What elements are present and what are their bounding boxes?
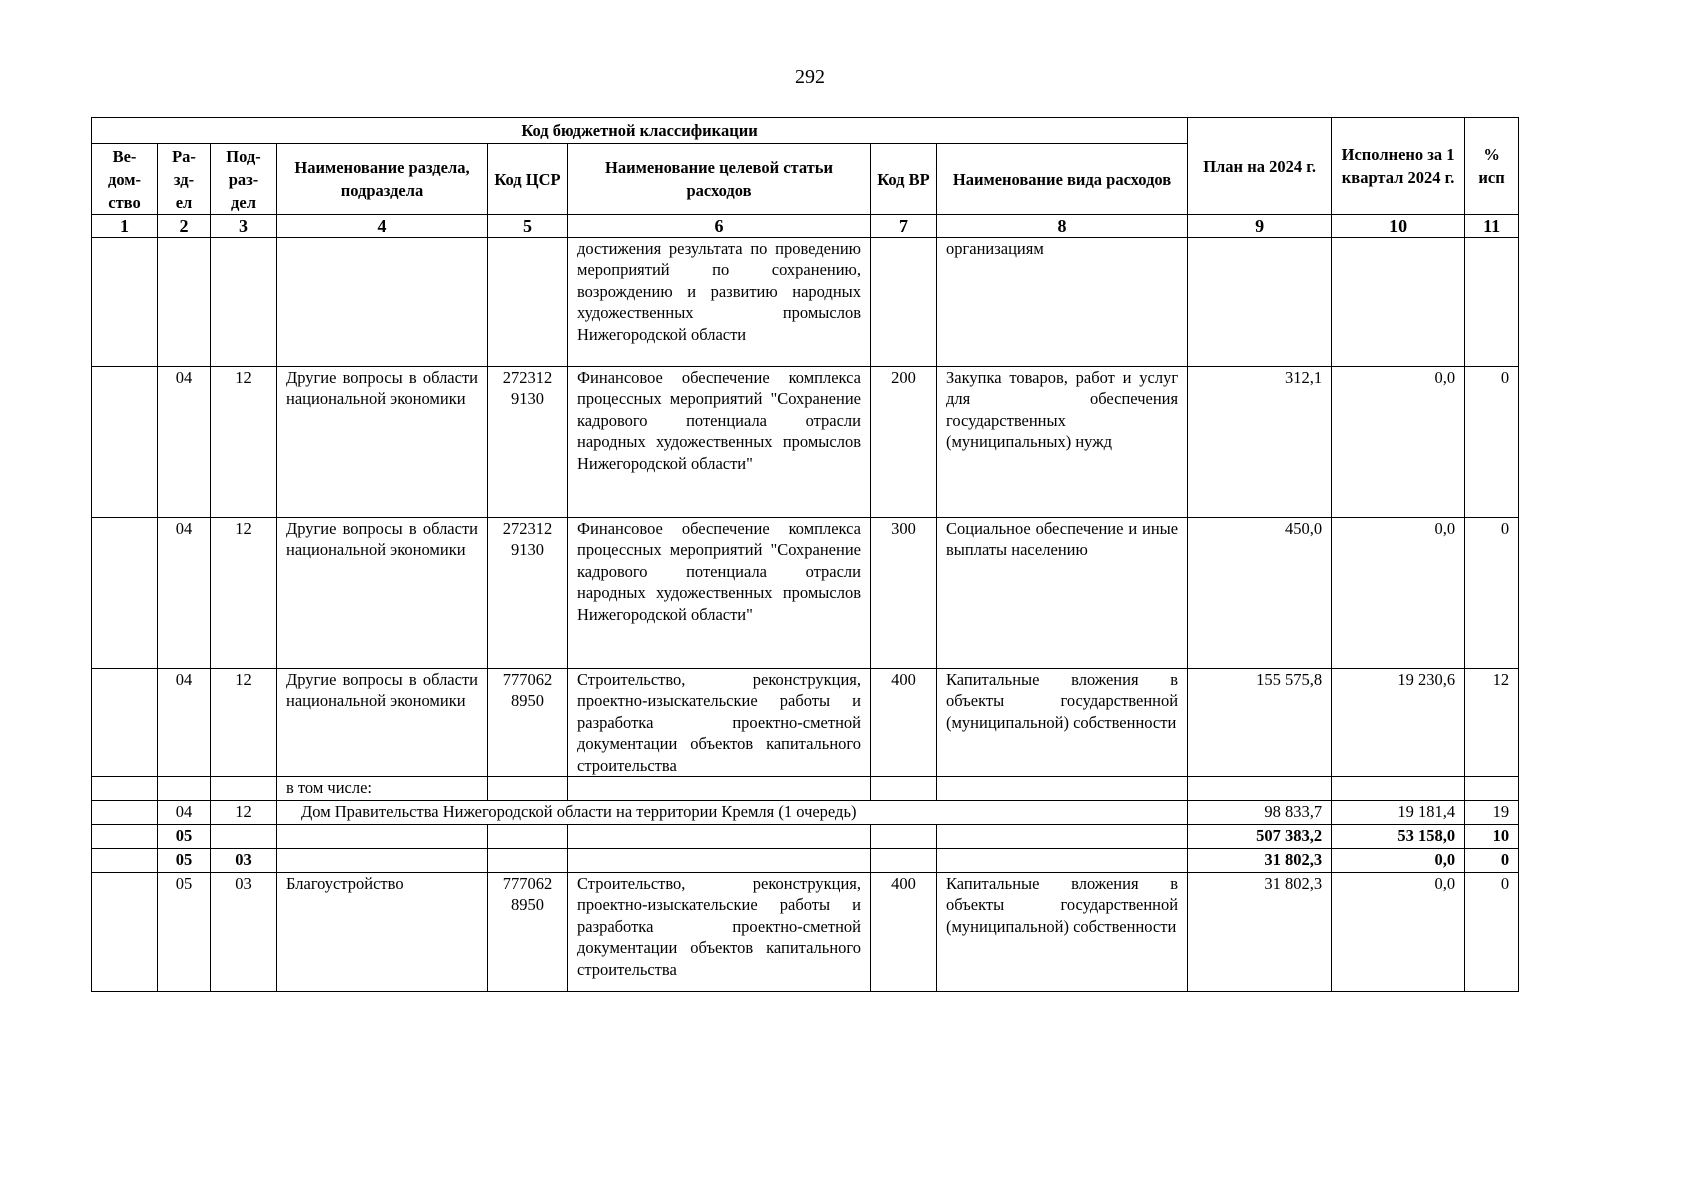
cell-plan <box>1188 238 1332 367</box>
cell-vr: 200 <box>871 367 937 518</box>
cell-razdel-name <box>277 238 488 367</box>
cell-vedomstvo <box>92 518 158 669</box>
cell-vr: 400 <box>871 669 937 777</box>
cell-object-name: Дом Правительства Нижегородской области на территории Кремля (1 очередь) <box>277 801 1188 825</box>
cell-podrazdel: 12 <box>211 801 277 825</box>
cell-csr <box>488 238 568 367</box>
cell-razdel: 05 <box>158 825 211 849</box>
cell-razdel: 05 <box>158 849 211 873</box>
header-podrazdel: Под- раз- дел <box>211 144 277 215</box>
cell-vr: 300 <box>871 518 937 669</box>
cell-target-name: Строительство, реконструкция, проектно-изыскательские работы и разработка проектно-сметной документации объектов капитального строительства <box>568 873 871 992</box>
cell-percent: 10 <box>1465 825 1519 849</box>
cell-executed: 0,0 <box>1332 518 1465 669</box>
cell-csr: 777062 8950 <box>488 669 568 777</box>
header-plan: План на 2024 г. <box>1188 118 1332 215</box>
header-vedomstvo: Ве- дом- ство <box>92 144 158 215</box>
header-csr: Код ЦСР <box>488 144 568 215</box>
column-number: 9 <box>1188 215 1332 238</box>
cell-podrazdel: 12 <box>211 518 277 669</box>
header-percent: % исп <box>1465 118 1519 215</box>
cell-podrazdel <box>211 238 277 367</box>
cell-razdel-name: Другие вопросы в области национальной экономики <box>277 669 488 777</box>
header-razdel: Ра- зд- ел <box>158 144 211 215</box>
cell-plan: 31 802,3 <box>1188 849 1332 873</box>
header-target-name: Наименование целевой статьи расходов <box>568 144 871 215</box>
cell-podrazdel: 03 <box>211 849 277 873</box>
column-number: 3 <box>211 215 277 238</box>
cell-expense-type: Капитальные вложения в объекты государственной (муниципальной) собственности <box>937 873 1188 992</box>
cell-percent: 0 <box>1465 518 1519 669</box>
cell-plan: 155 575,8 <box>1188 669 1332 777</box>
cell-expense-type: Закупка товаров, работ и услуг для обеспечения государственных (муниципальных) нужд <box>937 367 1188 518</box>
cell-target-name: Финансовое обеспечение комплекса процессных мероприятий "Сохранение кадрового потенциала отрасли народных художественных промыслов Нижегородской области" <box>568 367 871 518</box>
cell-razdel: 04 <box>158 801 211 825</box>
table-row <box>92 367 1519 518</box>
cell-razdel: 04 <box>158 367 211 518</box>
cell-target-name: Строительство, реконструкция, проектно-изыскательские работы и разработка проектно-сметной документации объектов капитального строительства <box>568 669 871 777</box>
table-row <box>92 669 1519 777</box>
cell-plan: 98 833,7 <box>1188 801 1332 825</box>
column-number: 4 <box>277 215 488 238</box>
column-number: 2 <box>158 215 211 238</box>
column-number: 7 <box>871 215 937 238</box>
header-budget-classification: Код бюджетной классификации <box>92 118 1188 144</box>
column-number: 8 <box>937 215 1188 238</box>
page-number: 292 <box>795 66 825 88</box>
header-executed: Исполнено за 1 квартал 2024 г. <box>1332 118 1465 215</box>
cell-executed: 0,0 <box>1332 873 1465 992</box>
cell-executed: 0,0 <box>1332 849 1465 873</box>
cell-podrazdel: 12 <box>211 367 277 518</box>
cell-plan: 312,1 <box>1188 367 1332 518</box>
header-expense-type: Наименование вида расходов <box>937 144 1188 215</box>
cell-in-that-number: в том числе: <box>277 777 488 801</box>
cell-expense-type: Капитальные вложения в объекты государственной (муниципальной) собственности <box>937 669 1188 777</box>
cell-plan: 450,0 <box>1188 518 1332 669</box>
cell-vr: 400 <box>871 873 937 992</box>
column-number: 11 <box>1465 215 1519 238</box>
cell-razdel-name: Другие вопросы в области национальной экономики <box>277 367 488 518</box>
cell-vedomstvo <box>92 873 158 992</box>
cell-razdel-name: Благоустройство <box>277 873 488 992</box>
table-row <box>92 873 1519 992</box>
cell-vedomstvo <box>92 367 158 518</box>
cell-target-name: Финансовое обеспечение комплекса процессных мероприятий "Сохранение кадрового потенциала отрасли народных художественных промыслов Нижегородской области" <box>568 518 871 669</box>
cell-executed: 19 230,6 <box>1332 669 1465 777</box>
cell-plan: 31 802,3 <box>1188 873 1332 992</box>
cell-percent: 12 <box>1465 669 1519 777</box>
cell-executed: 53 158,0 <box>1332 825 1465 849</box>
header-vr: Код ВР <box>871 144 937 215</box>
cell-expense-type: организациям <box>937 238 1188 367</box>
table-row-in-that-number <box>92 777 1519 801</box>
table-row <box>92 238 1519 367</box>
column-number: 5 <box>488 215 568 238</box>
table-row-government-house <box>92 801 1519 825</box>
cell-razdel: 05 <box>158 873 211 992</box>
cell-podrazdel: 12 <box>211 669 277 777</box>
cell-percent: 19 <box>1465 801 1519 825</box>
cell-percent: 0 <box>1465 849 1519 873</box>
cell-plan: 507 383,2 <box>1188 825 1332 849</box>
cell-razdel: 04 <box>158 669 211 777</box>
column-number: 1 <box>92 215 158 238</box>
cell-executed <box>1332 238 1465 367</box>
cell-razdel-name: Другие вопросы в области национальной экономики <box>277 518 488 669</box>
cell-csr: 272312 9130 <box>488 518 568 669</box>
cell-percent <box>1465 238 1519 367</box>
cell-percent: 0 <box>1465 873 1519 992</box>
budget-table <box>91 117 1519 992</box>
header-razdel-name: Наименование раздела, подраздела <box>277 144 488 215</box>
cell-razdel <box>158 238 211 367</box>
table-row <box>92 518 1519 669</box>
cell-razdel: 04 <box>158 518 211 669</box>
cell-vedomstvo <box>92 669 158 777</box>
cell-podrazdel: 03 <box>211 873 277 992</box>
column-number: 6 <box>568 215 871 238</box>
cell-executed: 0,0 <box>1332 367 1465 518</box>
cell-vedomstvo <box>92 238 158 367</box>
cell-csr: 777062 8950 <box>488 873 568 992</box>
cell-percent: 0 <box>1465 367 1519 518</box>
cell-executed: 19 181,4 <box>1332 801 1465 825</box>
cell-expense-type: Социальное обеспечение и иные выплаты населению <box>937 518 1188 669</box>
cell-target-name: достижения результата по проведению мероприятий по сохранению, возрождению и развитию народных художественных промыслов Нижегородской области <box>568 238 871 367</box>
column-number: 10 <box>1332 215 1465 238</box>
cell-csr: 272312 9130 <box>488 367 568 518</box>
table-row-total-05 <box>92 825 1519 849</box>
table-row-total-0503 <box>92 849 1519 873</box>
cell-vr <box>871 238 937 367</box>
